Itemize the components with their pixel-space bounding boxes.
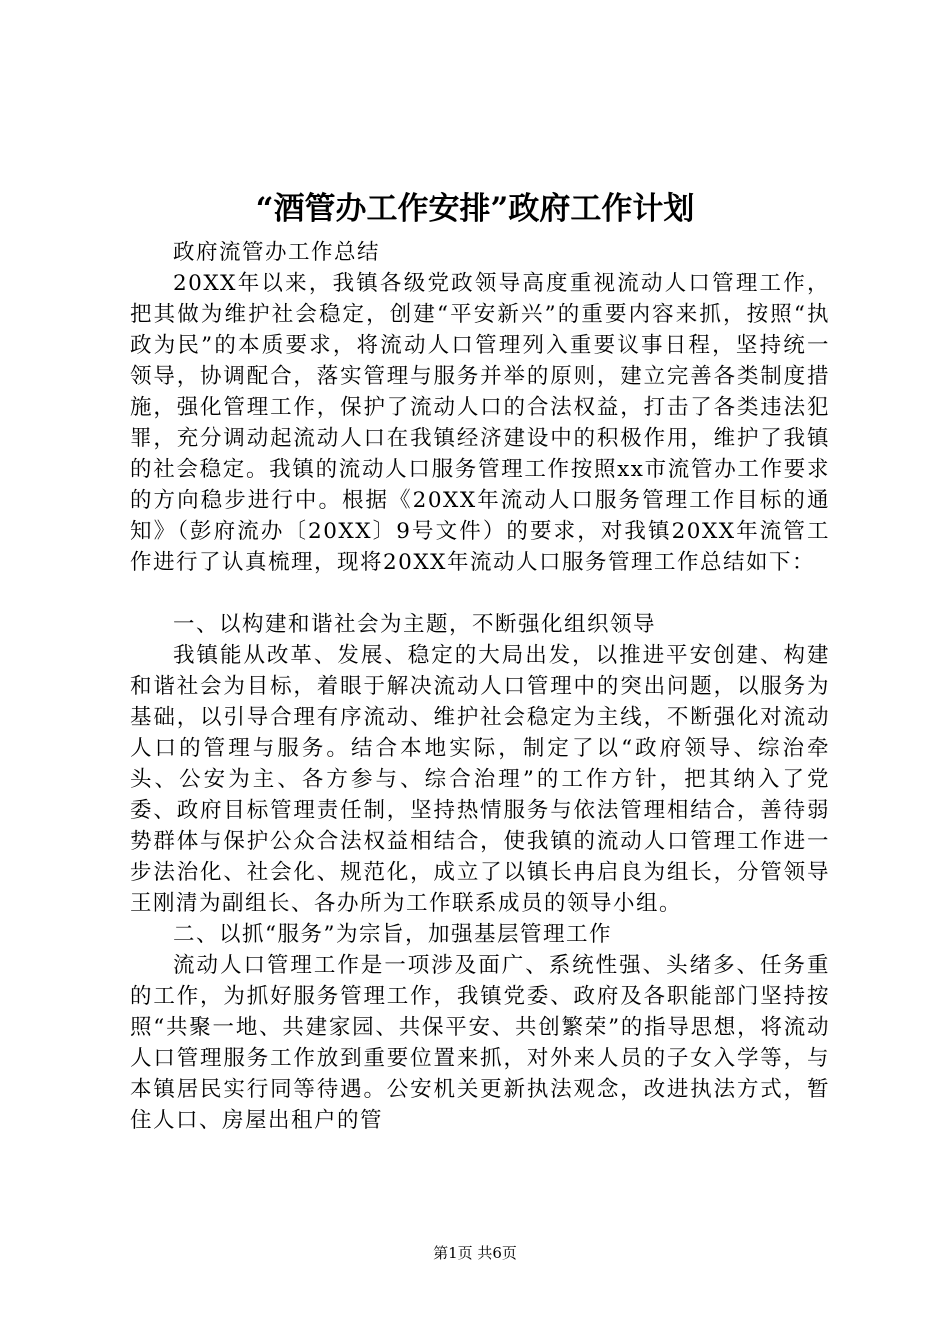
section-heading-2: 二、以抓“服务”为宗旨，加强基层管理工作 <box>173 922 612 947</box>
page-footer: 第1页 共6页 <box>433 1244 517 1262</box>
paragraph-intro: 20XX年以来，我镇各级党政领导高度重视流动人口管理工作，把其做为维护社会稳定，创建“平安新兴”的重要内容来抓，按照“执政为民”的本质要求，将流动人口管理列入重要议事日程，坚持统一领导，协调配合，落实管理与服务并举的原则，建立完善各类制度措施，强化管理工作，保护了流动人口的合法权益，打击了各类违法犯罪，充分调动起流动人口在我镇经济建设中的积极作用，维护了我镇的社会稳定。我镇的流动人口服务管理工作按照xx市流管办工作要求的方向稳步进行中。根据《20XX年流动人口服务管理工作目标的通知》（彭府流办〔20XX〕9号文件）的要求，对我镇20XX年流管工作进行了认真梳理，现将20XX年流动人口服务管理工作总结如下： <box>130 271 830 575</box>
paragraph-section-1: 我镇能从改革、发展、稳定的大局出发，以推进平安创建、构建和谐社会为目标，着眼于解决流动人口管理中的突出问题，以服务为基础，以引导合理有序流动、维护社会稳定为主线，不断强化对流动人口的管理与服务。结合本地实际，制定了以“政府领导、综治牵头、公安为主、各方参与、综合治理”的工作方针，把其纳入了党委、政府目标管理责任制，坚持热情服务与依法管理相结合，善待弱势群体与保护公众合法权益相结合，使我镇的流动人口管理工作进一步法治化、社会化、规范化，成立了以镇长冉启良为组长，分管领导王刚清为副组长、各办所为工作联系成员的领导小组。 <box>130 643 830 916</box>
section-heading-1: 一、以构建和谐社会为主题，不断强化组织领导 <box>173 612 657 637</box>
document-body <box>130 237 830 1136</box>
paragraph-section-2: 流动人口管理工作是一项涉及面广、系统性强、头绪多、任务重的工作，为抓好服务管理工作，我镇党委、政府及各职能部门坚持按照“共聚一地、共建家园、共保平安、共创繁荣”的指导思想，将流动人口管理服务工作放到重要位置来抓，对外来人员的子女入学等，与本镇居民实行同等待遇。公安机关更新执法观念，改进执法方式，暂住人口、房屋出租户的管 <box>130 953 830 1133</box>
document-title: “酒管办工作安排”政府工作计划 <box>255 191 695 227</box>
paragraph-subtitle: 政府流管办工作总结 <box>173 240 381 265</box>
